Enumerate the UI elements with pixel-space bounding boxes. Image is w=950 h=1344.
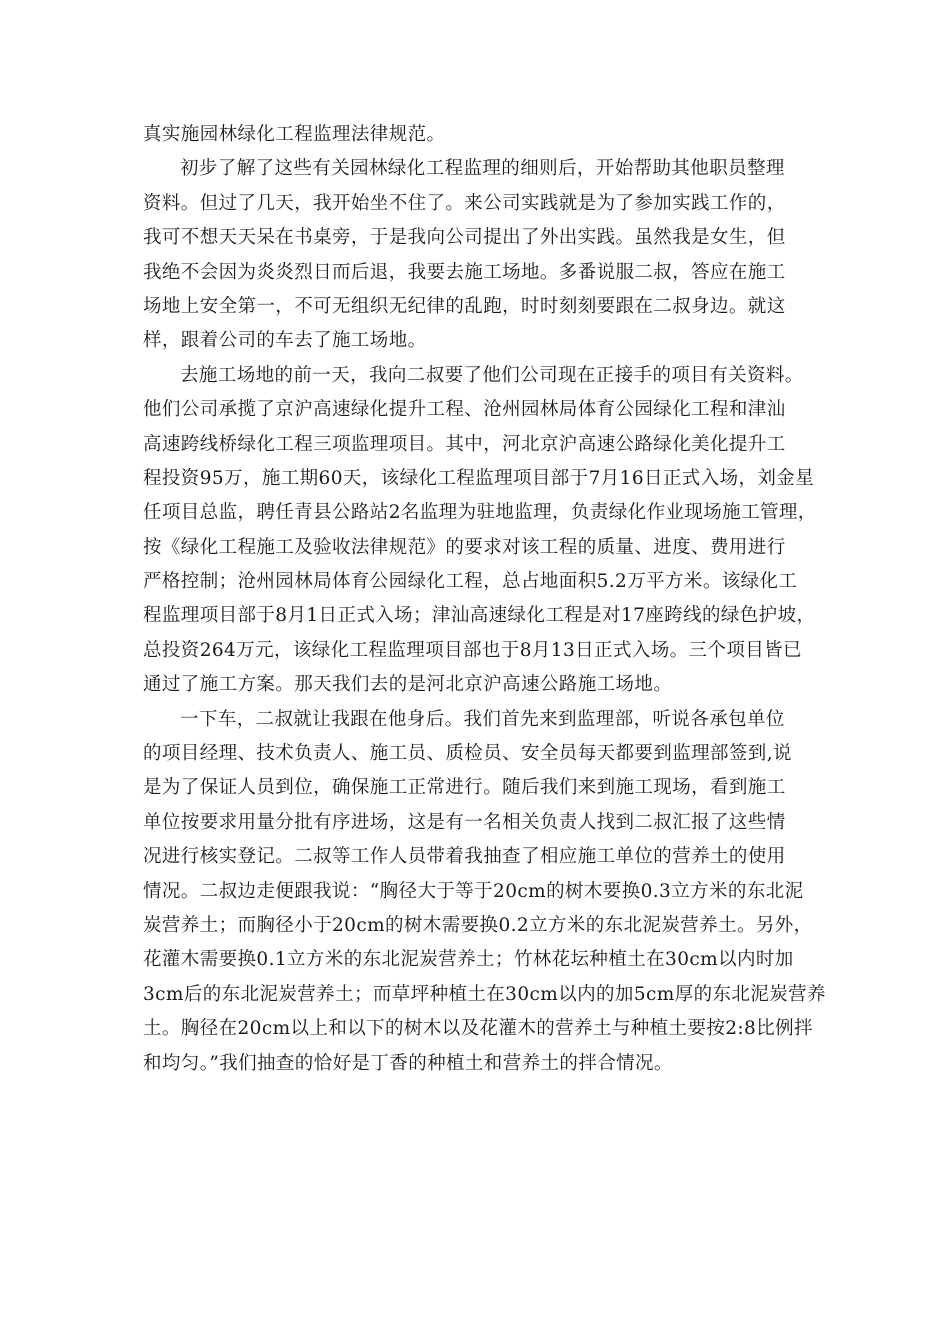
text-line: 程监理项目部于8月1日正式入场；津汕高速绿化工程是对17座跨线的绿色护坡，: [143, 605, 816, 627]
text-line: 去施工场地的前一天，我向二叔要了他们公司现在正接手的项目有关资料。: [180, 364, 804, 386]
text-line: 高速跨线桥绿化工程三项监理项目。其中，河北京沪高速公路绿化美化提升工: [143, 433, 786, 455]
text-line: 样，跟着公司的车去了施工场地。: [143, 330, 427, 352]
text-line: 初步了解了这些有关园林绿化工程监理的细则后，开始帮助其他职员整理: [180, 158, 785, 180]
document-body: [143, 118, 826, 1081]
text-line: 是为了保证人员到位，确保施工正常进行。随后我们来到施工现场，看到施工: [143, 777, 786, 799]
paragraph-4: [143, 703, 826, 1081]
text-line: 3cm后的东北泥炭营养土；而草坪种植土在30cm以内的加5cm厚的东北泥炭营养: [143, 983, 826, 1005]
text-line: 场地上安全第一，不可无组织无纪律的乱跑，时时刻刻要跟在二叔身边。就这: [143, 295, 786, 317]
text-line: 土。胸径在20cm以上和以下的树木以及花灌木的营养土与种植土要按2:8比例拌: [143, 1018, 813, 1040]
paragraph-3: [143, 359, 823, 703]
text-line: 炭营养土；而胸径小于20cm的树木需要换0.2立方米的东北泥炭营养土。另外，: [143, 914, 813, 936]
text-line: 和均匀。”我们抽查的恰好是丁香的种植土和营养土的拌合情况。: [143, 1052, 673, 1074]
text-line: 任项目总监，聘任青县公路站2名监理为驻地监理，负责绿化作业现场施工管理，: [143, 502, 817, 524]
text-line: 单位按要求用量分批有序进场，这是有一名相关负责人找到二叔汇报了这些情: [143, 811, 786, 833]
text-line: 程投资95万，施工期60天，该绿化工程监理项目部于7月16日正式入场，刘金星: [143, 467, 815, 489]
text-line: 的项目经理、技术负责人、施工员、质检员、安全员每天都要到监理部签到,说: [143, 743, 792, 765]
text-line: 总投资264万元，该绿化工程监理项目部也于8月13日正式入场。三个项目皆已: [143, 639, 802, 661]
text-line: 他们公司承揽了京沪高速绿化提升工程、沧州园林局体育公园绿化工程和津汕: [143, 399, 786, 421]
text-line: 按《绿化工程施工及验收法律规范》的要求对该工程的质量、进度、费用进行: [143, 536, 786, 558]
text-line: 况进行核实登记。二叔等工作人员带着我抽查了相应施工单位的营养土的使用: [143, 846, 786, 868]
paragraph-2: [143, 152, 823, 358]
paragraph-1: [143, 118, 823, 152]
text-line: 严格控制；沧州园林局体育公园绿化工程，总占地面积5.2万平方米。该绿化工: [143, 571, 798, 593]
text-line: 一下车，二叔就让我跟在他身后。我们首先来到监理部，听说各承包单位: [180, 708, 785, 730]
text-line: 真实施园林绿化工程监理法律规范。: [143, 124, 446, 145]
text-line: 花灌木需要换0.1立方米的东北泥炭营养土；竹林花坛种植土在30cm以内时加: [143, 949, 794, 971]
text-line: 资料。但过了几天，我开始坐不住了。来公司实践就是为了参加实践工作的，: [143, 192, 786, 214]
text-line: 通过了施工方案。那天我们去的是河北京沪高速公路施工场地。: [143, 674, 673, 696]
text-line: 我绝不会因为炎炎烈日而后退，我要去施工场地。多番说服二叔，答应在施工: [143, 261, 786, 283]
text-line: 我可不想天天呆在书桌旁，于是我向公司提出了外出实践。虽然我是女生，但: [143, 227, 786, 249]
text-line: 情况。二叔边走便跟我说：“胸径大于等于20cm的树木要换0.3立方米的东北泥: [143, 880, 804, 902]
